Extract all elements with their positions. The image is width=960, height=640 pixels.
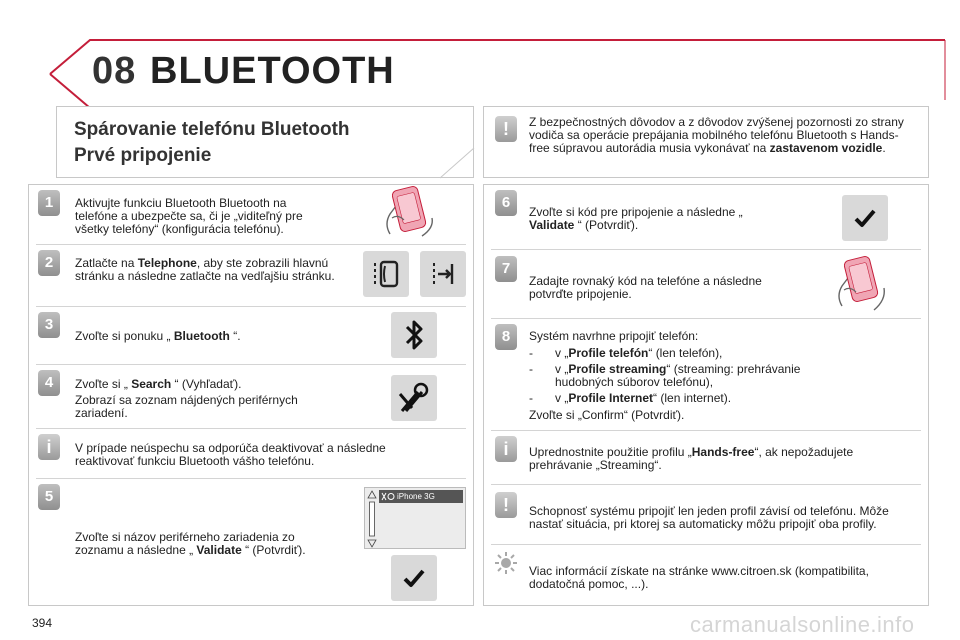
step-4-number: 4 (38, 370, 60, 396)
secondary-page-button[interactable] (420, 251, 466, 297)
chapter-title: BLUETOOTH (150, 50, 395, 92)
step-4-text: Zvoľte si „ Search “ (Vyhľadať). Zobrazí sa zoznam nájdených periférnych zariadení. (75, 377, 298, 420)
checkmark-icon (401, 565, 427, 591)
step-3-row (36, 364, 466, 365)
step-2-number: 2 (38, 250, 60, 276)
step-7-number: 7 (495, 256, 517, 282)
step-6-number: 6 (495, 190, 517, 216)
info-left-text: V prípade neúspechu sa odporúča deaktivovať a následne reaktivovať funkciu Bluetooth vášho telefónu. (75, 441, 386, 468)
chapter-number: 08 (92, 50, 137, 92)
section-title-2: Prvé pripojenie (74, 145, 212, 166)
step-1-row (36, 244, 466, 245)
step-6-text: Zvoľte si kód pre pripojenie a následne „ Validate “ (Potvrdiť). (529, 205, 743, 232)
bluetooth-icon (399, 317, 429, 353)
checkmark-icon (852, 205, 878, 231)
step-2-row (36, 306, 466, 307)
profile-item: - v „Profile Internet“ (len internet). (529, 391, 732, 405)
telephone-button[interactable] (363, 251, 409, 297)
profile-item: - v „Profile telefón“ (len telefón), (529, 346, 723, 360)
step-1-text: Aktivujte funkciu Bluetooth Bluetooth na telefóne a ubezpečte sa, či je „viditeľný pre všetky telefóny“ (konfigurácia telefónu). (75, 196, 303, 236)
info-right-text: Uprednostnite použitie profilu „Hands-free“, ak nepožadujete prehrávanie „Streaming“. (529, 445, 854, 472)
profile-item: - v „Profile streaming“ (streaming: prehrávanie hudobných súborov telefónu), (529, 362, 801, 389)
step-2-text: Zatlačte na Telephone, aby ste zobrazili hlavnú stránku a následne zatlačte na vedľajšiu stránku. (75, 256, 335, 283)
step-5-text: Zvoľte si názov periférneho zariadenia zo zoznamu a následne „ Validate “ (Potvrdiť). (75, 530, 306, 557)
phone-exit-icon (426, 257, 460, 291)
step-5-number: 5 (38, 484, 60, 510)
tip-text: Viac informácií získate na stránke www.citroen.sk (kompatibilita, dodatočná pomoc, ...). (529, 564, 869, 591)
warning-right-text: Schopnosť systému pripojiť len jeden profil závisí od telefónu. Môže nastať situácia, pri ktorej sa automaticky môžu pripojiť oba profily. (529, 504, 889, 531)
validate-button-left[interactable] (391, 555, 437, 601)
step-7-row (491, 318, 921, 319)
info-right-row (491, 484, 921, 485)
step-8-row (491, 430, 921, 431)
step-1-number: 1 (38, 190, 60, 216)
search-button[interactable] (391, 375, 437, 421)
phone-handset-icon (369, 257, 403, 291)
chapter-header-decoration (0, 0, 960, 110)
profile-list (529, 347, 909, 405)
warning-right-mark: ! (495, 492, 517, 518)
search-tool-icon (396, 380, 432, 416)
step-6-row (491, 249, 921, 250)
step-7-text: Zadajte rovnaký kód na telefóne a následne potvrďte pripojenie. (529, 274, 762, 301)
device-name: iPhone 3G (397, 492, 435, 501)
info-left-row (36, 478, 466, 479)
watermark: carmanualsonline.info (690, 612, 915, 637)
bluetooth-menu-button[interactable] (391, 312, 437, 358)
device-list-screen (364, 487, 466, 549)
step-8-text: Systém navrhne pripojiť telefón: - v „Profile telefón“ (len telefón), - v „Profile streaming“ (streaming: prehrávanie hudobných súborov telefónu), - v „Profile Internet“ (len internet). Zvoľte si „Confirm“ (Potvrdiť). (529, 330, 909, 422)
step-3-text: Zvoľte si ponuku „ Bluetooth “. (75, 329, 241, 343)
warning-top-mark: ! (495, 116, 517, 142)
step-3-number: 3 (38, 312, 60, 338)
phone-hand-icon (382, 184, 442, 242)
section-title-box (56, 106, 474, 178)
validate-button-right[interactable] (842, 195, 888, 241)
list-scrollbar[interactable] (367, 490, 377, 548)
page-number: 394 (32, 616, 53, 630)
step-8-number: 8 (495, 324, 517, 350)
section-box-corner (440, 148, 480, 180)
device-status-icons (381, 492, 397, 501)
step-4-row (36, 428, 466, 429)
warning-top-text: Z bezpečnostných dôvodov a z dôvodov zvýšenej pozornosti zo strany vodiča sa operácie prepájania mobilného telefónu Bluetooth s Hands-free súpravou autorádia musia vykonávať na zastavenom vozidle. (529, 115, 904, 155)
warning-right-row (491, 544, 921, 545)
phone-hand-icon (836, 254, 892, 314)
sun-tip-icon (494, 551, 518, 575)
info-left-mark: i (38, 434, 60, 460)
info-right-mark: i (495, 436, 517, 462)
section-title-1: Spárovanie telefónu Bluetooth (74, 119, 350, 140)
